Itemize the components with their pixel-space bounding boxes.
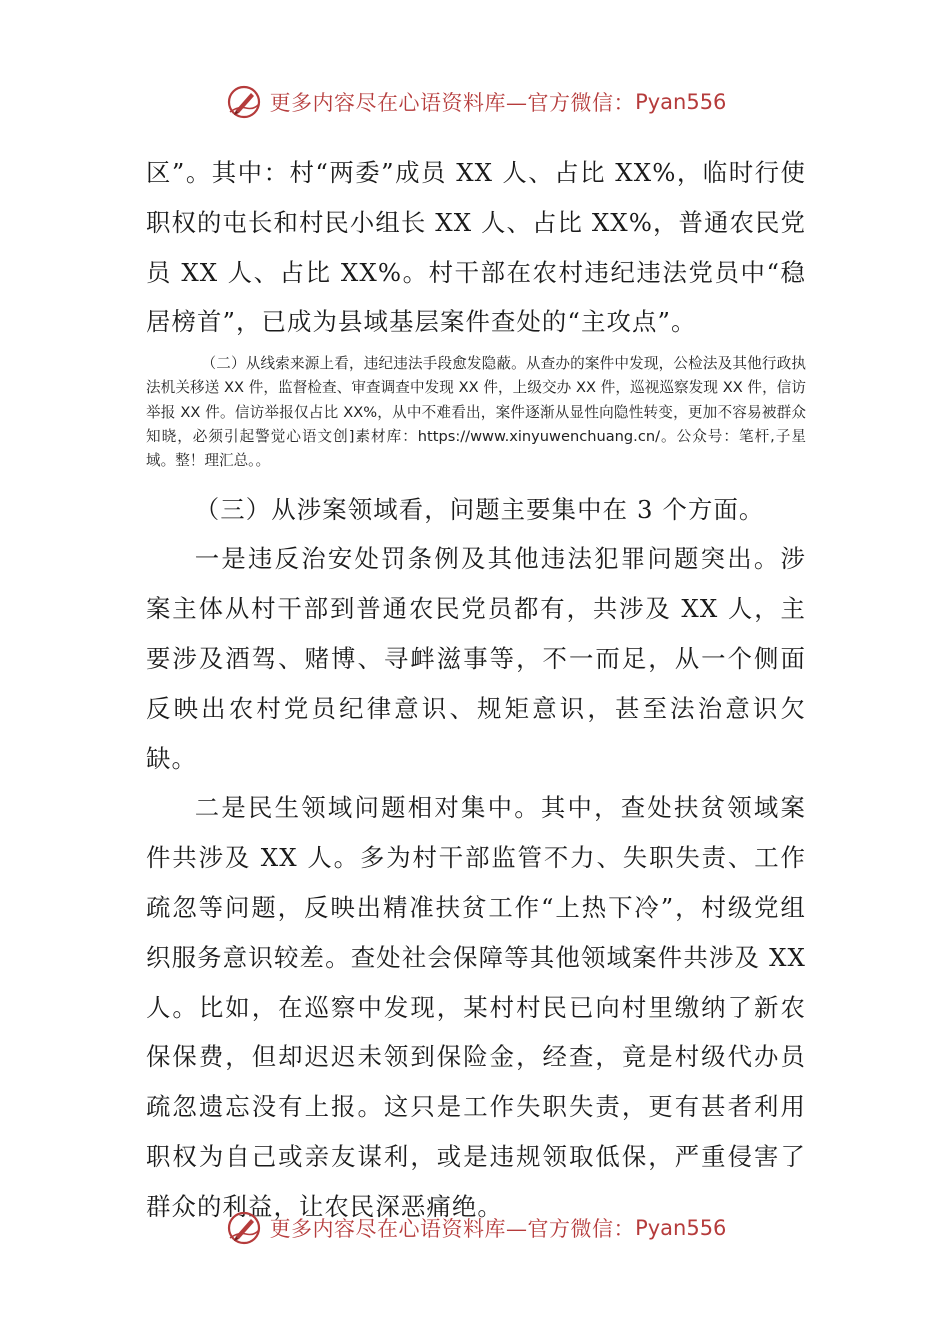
- paragraph-1: 区”。其中：村“两委”成员 XX 人、占比 XX%，临时行使职权的屯长和村民小组长 XX 人、占比 XX%，普通农民党员 XX 人、占比 XX%。村干部在农村违纪违法党员中“稳居榜首”，已成为县域基层案件查处的“主攻点”。: [146, 158, 806, 337]
- paragraph-2-inserted-note: （二）从线索来源上看，违纪违法手段愈发隐蔽。从查办的案件中发现，公检法及其他行政执法机关移送 XX 件，监督检查、审查调查中发现 XX 件，上级交办 XX 件，巡视巡察发现 XX 件，信访举报 XX 件。信访举报仅占比 XX%，从中不难看出，案件逐渐从显性向隐性转变，更加不容易被群众知晓，必须引起警觉心语文创]素材库：https://www.xinyuwenchuang.cn/。公众号：笔杆,子星域。整！理汇总。。: [146, 355, 806, 470]
- footer-banner: [0, 1206, 950, 1250]
- banner-wechat-id: Pyan556: [635, 1216, 727, 1240]
- document-body: [146, 148, 815, 1232]
- section-heading-3: （三）从涉案领域看，问题主要集中在 3 个方面。: [194, 494, 765, 524]
- paragraph-4: 一是违反治安处罚条例及其他违法犯罪问题突出。涉案主体从村干部到普通农民党员都有，共涉及 XX 人，主要涉及酒驾、赌博、寻衅滋事等，不一而足，从一个侧面反映出农村党员纪律意识、规矩意识，甚至法治意识欠缺。: [146, 544, 806, 773]
- banner-text: 更多内容尽在心语资料库—官方微信：: [269, 91, 636, 115]
- pen-logo-icon: [224, 1208, 264, 1248]
- banner-text: 更多内容尽在心语资料库—官方微信：: [269, 1217, 636, 1241]
- pen-logo-icon: [224, 82, 264, 122]
- paragraph-5: 二是民生领域问题相对集中。其中，查处扶贫领域案件共涉及 XX 人。多为村干部监管不力、失职失责、工作疏忽等问题，反映出精准扶贫工作“上热下冷”，村级党组织服务意识较差。查处社会保障等其他领域案件共涉及 XX 人。比如，在巡察中发现，某村村民已向村里缴纳了新农保保费，但却迟迟未领到保险金，经查，竟是村级代办员疏忽遗忘没有上报。这只是工作失职失责，更有甚者利用职权为自己或亲友谋利，或是违规领取低保，严重侵害了群众的利益，让农民深恶痛绝。: [146, 793, 815, 1221]
- banner-wechat-id: Pyan556: [635, 90, 727, 114]
- header-banner: [0, 80, 950, 124]
